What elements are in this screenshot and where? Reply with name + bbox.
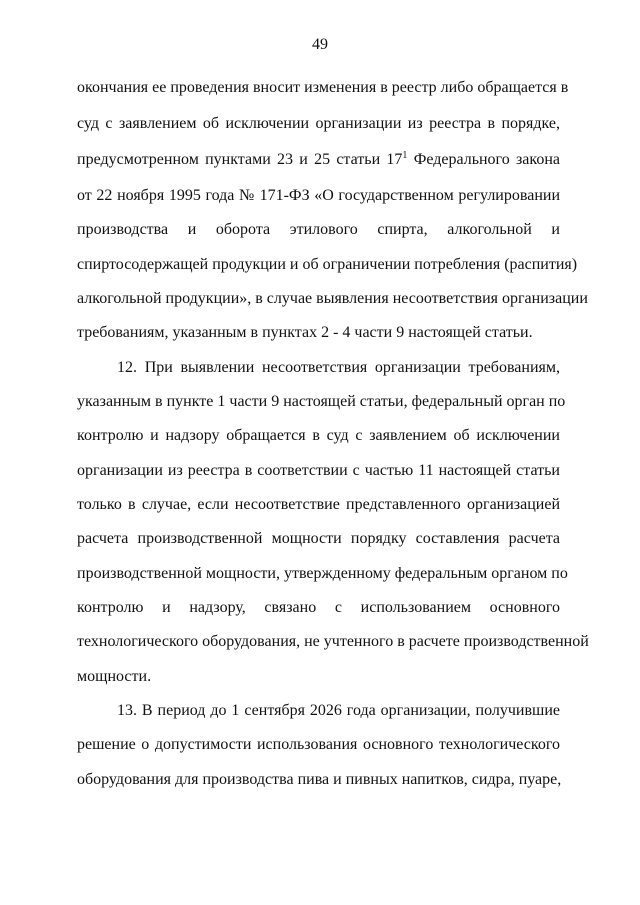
paragraph-line: только в случае, если несоответствие представленного организацией	[77, 496, 560, 513]
paragraph-line: контролю и надзору, связано с использованием основного	[77, 599, 560, 616]
paragraph-line: производственной мощности, утвержденному федеральным органом по	[77, 565, 568, 582]
paragraph-line: спиртосодержащей продукции и об ограничении потребления (распития)	[77, 256, 578, 273]
paragraph-line: организации из реестра в соответствии с частью 11 настоящей статьи	[77, 462, 560, 479]
paragraph-line: технологического оборудования, не учтенного в расчете производственной	[77, 633, 589, 650]
paragraph-line: указанным в пункте 1 части 9 настоящей статьи, федеральный орган по	[77, 393, 566, 410]
paragraph-line: 13. В период до 1 сентября 2026 года организации, получившие	[117, 702, 560, 719]
paragraph-line: контролю и надзору обращается в суд с заявлением об исключении	[77, 427, 560, 444]
paragraph-line: алкогольной продукции», в случае выявления несоответствия организации	[77, 290, 588, 307]
paragraph-line: оборудования для производства пива и пивных напитков, сидра, пуаре,	[77, 771, 562, 788]
paragraph-line: расчета производственной мощности порядку составления расчета	[77, 530, 560, 547]
paragraph-line: мощности.	[77, 668, 152, 685]
paragraph-line: решение о допустимости использования основного технологического	[77, 736, 560, 753]
paragraph-line-part: предусмотренном пунктами 23 и 25 статьи 17	[77, 151, 403, 168]
paragraph-line: от 22 ноября 1995 года № 171-ФЗ «О государственном регулировании	[77, 187, 560, 204]
paragraph-line: суд с заявлением об исключении организации из реестра в порядке,	[77, 115, 560, 132]
paragraph-line: окончания ее проведения вносит изменения в реестр либо обращается в	[77, 79, 569, 96]
paragraph-line: производства и оборота этилового спирта, алкогольной и	[77, 221, 560, 238]
page-number: 49	[312, 36, 328, 53]
paragraph-line: 12. При выявлении несоответствия организации требованиям,	[117, 359, 560, 376]
paragraph-line: требованиям, указанным в пунктах 2 - 4 части 9 настоящей статьи.	[77, 324, 533, 341]
paragraph-line-with-superscript	[77, 150, 560, 170]
paragraph-line-part: Федерального закона	[413, 151, 561, 168]
superscript: 1	[402, 150, 408, 161]
